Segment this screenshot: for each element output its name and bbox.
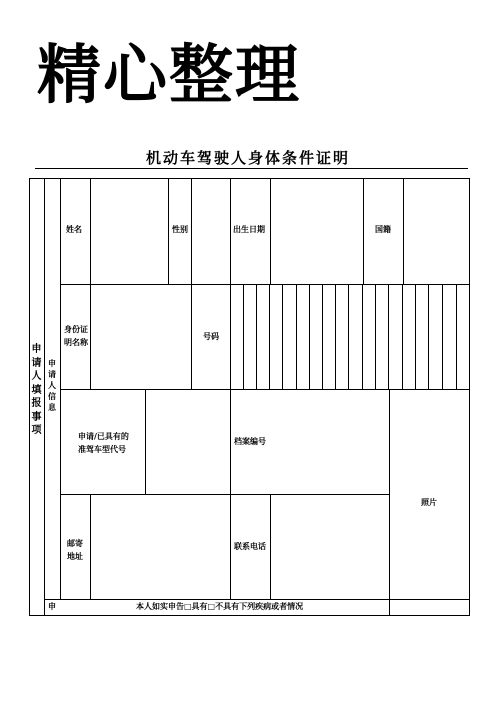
row-sep bbox=[60, 284, 469, 285]
section-applicant-label: 申 请 人 填 报 事 项 bbox=[31, 344, 42, 436]
photo-label: 照片 bbox=[421, 498, 437, 507]
section-info-label: 申 请 人 信 息 bbox=[48, 359, 56, 412]
form-title: 机动车驾驶人身体条件证明 bbox=[145, 149, 350, 167]
digit-box-divider bbox=[322, 284, 323, 389]
gender-label: 性别 bbox=[172, 225, 188, 234]
cell-divider bbox=[230, 494, 231, 599]
row-sep bbox=[60, 494, 389, 495]
digit-box-divider bbox=[428, 284, 429, 389]
name-label: 姓名 bbox=[66, 225, 82, 234]
digit-box-divider bbox=[282, 284, 283, 389]
digit-box-divider bbox=[309, 284, 310, 389]
header-big-title: 精心整理 bbox=[37, 39, 301, 113]
nationality-label: 国籍 bbox=[375, 225, 391, 234]
cell-divider bbox=[90, 178, 91, 284]
digit-box-divider bbox=[362, 284, 363, 389]
file-number-label: 档案编号 bbox=[234, 437, 266, 446]
cell-divider bbox=[191, 284, 192, 389]
license-class-label: 申请/已具有的 准驾车型代号 bbox=[78, 432, 129, 454]
digit-box-divider bbox=[456, 284, 457, 389]
cell-divider bbox=[363, 178, 364, 284]
cell-divider bbox=[90, 284, 91, 389]
photo-cell-divider bbox=[389, 389, 390, 616]
table-border-right bbox=[469, 178, 470, 616]
phone-label: 联系电话 bbox=[234, 542, 266, 551]
digit-box-divider bbox=[243, 284, 244, 389]
digit-box-divider bbox=[402, 284, 403, 389]
cell-divider bbox=[230, 178, 231, 284]
title-rule bbox=[35, 168, 468, 169]
digit-box-divider bbox=[348, 284, 349, 389]
digit-box-divider bbox=[296, 284, 297, 389]
table-border-bottom bbox=[29, 615, 470, 616]
digit-box-divider bbox=[442, 284, 443, 389]
cell-divider bbox=[145, 389, 146, 494]
declaration-side-label: 申 bbox=[48, 602, 56, 611]
cell-divider bbox=[230, 389, 231, 494]
declaration-text: 本人如实申告□具有□不具有下列疾病或者情况 bbox=[136, 602, 304, 611]
cell-divider bbox=[168, 178, 169, 284]
digit-box-divider bbox=[375, 284, 376, 389]
id-number-label: 号码 bbox=[203, 332, 219, 341]
cell-divider bbox=[403, 178, 404, 284]
birthdate-label: 出生日期 bbox=[233, 225, 265, 234]
cell-divider bbox=[191, 178, 192, 284]
digit-box-divider bbox=[269, 284, 270, 389]
digit-box-divider bbox=[388, 284, 389, 389]
digit-box-divider bbox=[256, 284, 257, 389]
id-type-label: 身份证 明名称 bbox=[64, 325, 88, 347]
cell-divider bbox=[90, 494, 91, 599]
cell-divider bbox=[230, 284, 231, 389]
row-sep bbox=[44, 599, 470, 600]
digit-box-divider bbox=[415, 284, 416, 389]
address-label: 邮寄 地址 bbox=[67, 539, 83, 561]
cell-divider bbox=[270, 494, 271, 599]
row-sep bbox=[60, 389, 470, 390]
digit-box-divider bbox=[335, 284, 336, 389]
cell-divider bbox=[270, 178, 271, 284]
